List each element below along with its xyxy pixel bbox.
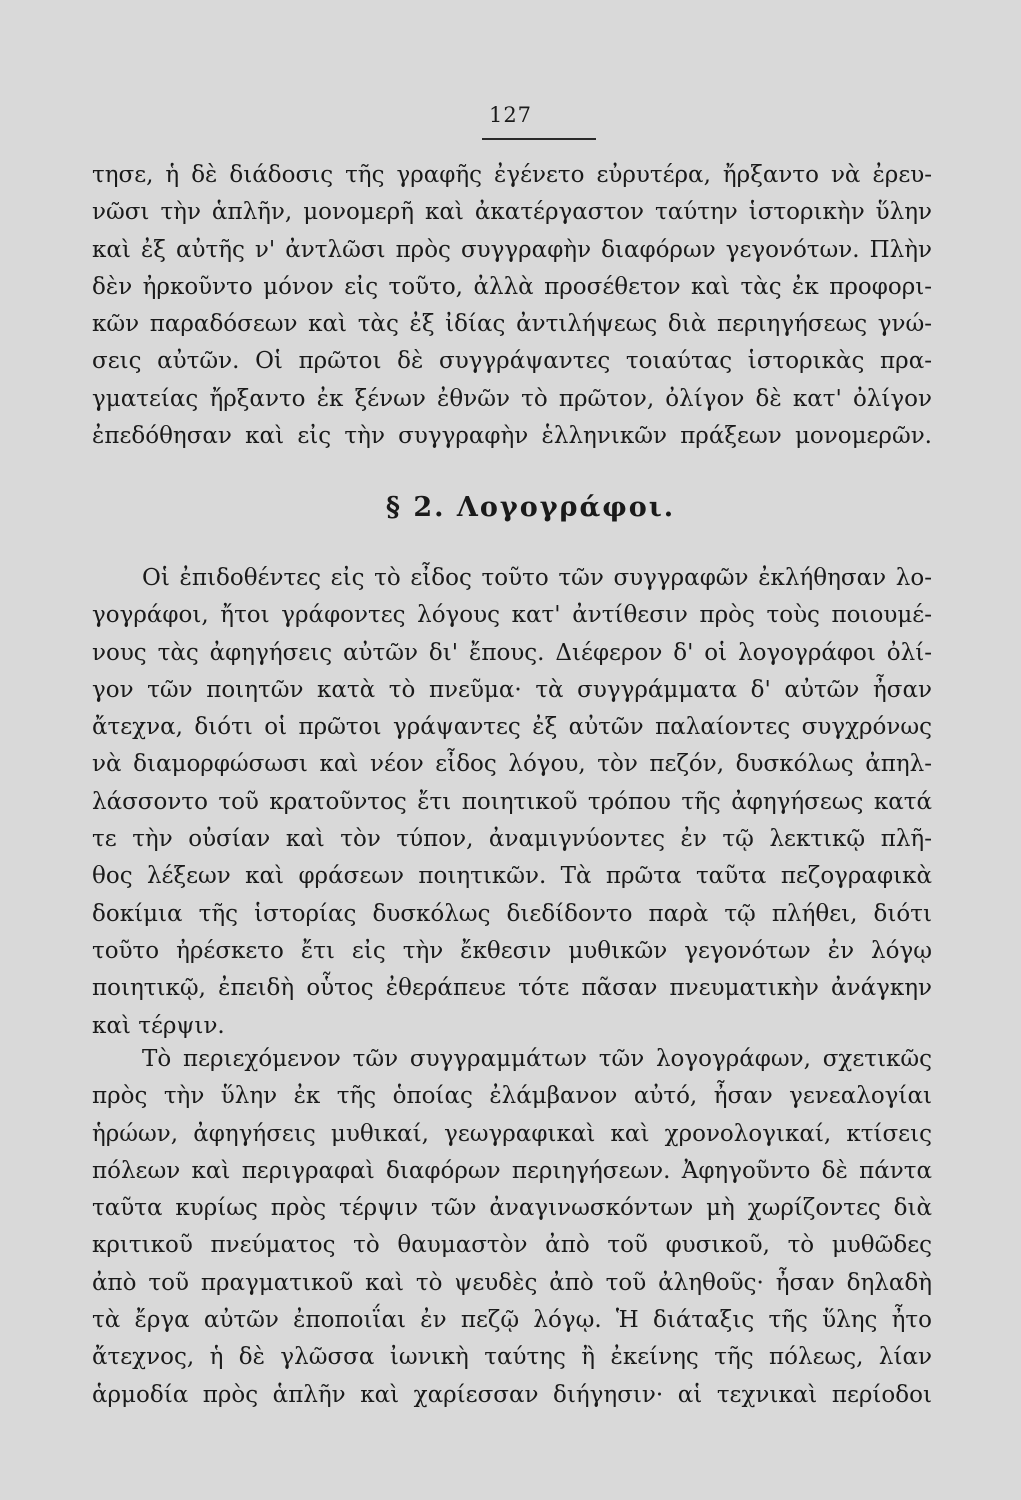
text-line: τε τὴν οὐσίαν καὶ τὸν τύπον, ἀναμιγνύοντες ἐν τῷ λεκτικῷ πλῆ- — [92, 826, 932, 853]
text-line: λάσσοντο τοῦ κρατοῦντος ἔτι ποιητικοῦ τρόπου τῆς ἀφηγήσεως κατά — [92, 788, 932, 815]
text-line: νῶσι τὴν ἁπλῆν, μονομερῆ καὶ ἀκατέργαστον ταύτην ἱστορικὴν ὕλην — [92, 199, 932, 226]
text-line: ταῦτα κυρίως πρὸς τέρψιν τῶν ἀναγινωσκόντων μὴ χωρίζοντες διὰ — [92, 1195, 932, 1222]
text-line: σεις αὐτῶν. Οἱ πρῶτοι δὲ συγγράψαντες τοιαύτας ἱστορικὰς πρα- — [92, 348, 932, 375]
text-line: κριτικοῦ πνεύματος τὸ θαυμαστὸν ἀπὸ τοῦ φυσικοῦ, τὸ μυθῶδες — [92, 1232, 932, 1259]
text-line: δοκίμια τῆς ἱστορίας δυσκόλως διεδίδοντο παρὰ τῷ πλήθει, διότι — [92, 900, 932, 927]
text-line: καὶ ἐξ αὐτῆς ν' ἀντλῶσι πρὸς συγγραφὴν διαφόρων γεγονότων. Πλὴν — [92, 236, 932, 263]
text-line: γον τῶν ποιητῶν κατὰ τὸ πνεῦμα· τὰ συγγράμματα δ' αὐτῶν ἦσαν — [92, 676, 932, 703]
page-number: 127 — [488, 103, 533, 127]
text-line: θος λέξεων καὶ φράσεων ποιητικῶν. Τὰ πρῶτα ταῦτα πεζογραφικὰ — [92, 863, 932, 890]
text-line: ἐπεδόθησαν καὶ εἰς τὴν συγγραφὴν ἑλληνικῶν πράξεων μονομερῶν. — [92, 423, 932, 450]
paragraph-3 — [92, 1041, 932, 1414]
text-line: ἡρώων, ἀφηγήσεις μυθικαί, γεωγραφικαὶ καὶ χρονολογικαί, κτίσεις — [92, 1120, 932, 1147]
text-line: ἀπὸ τοῦ πραγματικοῦ καὶ τὸ ψευδὲς ἀπὸ τοῦ ἀληθοῦς· ἦσαν δηλαδὴ — [92, 1269, 932, 1296]
text-line: Οἱ ἐπιδοθέντες εἰς τὸ εἶδος τοῦτο τῶν συγγραφῶν ἐκλήθησαν λο- — [142, 565, 932, 591]
text-line: Τὸ περιεχόμενον τῶν συγγραμμάτων τῶν λογογράφων, σχετικῶς — [142, 1046, 932, 1072]
text-line: κῶν παραδόσεων καὶ τὰς ἐξ ἰδίας ἀντιλήψεως διὰ περιηγήσεως γνώ- — [92, 311, 932, 338]
text-line: ἄτεχνος, ἡ δὲ γλῶσσα ἰωνικὴ ταύτης ἢ ἐκείνης τῆς πόλεως, λίαν — [92, 1344, 932, 1371]
text-line: τὰ ἔργα αὐτῶν ἐποποιΐαι ἐν πεζῷ λόγῳ. Ἡ διάταξις τῆς ὕλης ἦτο — [92, 1307, 932, 1334]
paragraph-2 — [92, 560, 932, 1045]
text-line: ἁρμοδία πρὸς ἁπλῆν καὶ χαρίεσσαν διήγησιν· αἱ τεχνικαὶ περίοδοι — [92, 1381, 932, 1408]
text-line: νὰ διαμορφώσωσι καὶ νέον εἶδος λόγου, τὸν πεζόν, δυσκόλως ἀπηλ- — [92, 751, 932, 778]
text-line: καὶ τέρψιν. — [92, 1012, 225, 1039]
paragraph-1 — [92, 157, 932, 455]
text-line: νους τὰς ἀφηγήσεις αὐτῶν δι' ἔπους. Διέφερον δ' οἱ λογογράφοι ὀλί- — [92, 639, 932, 666]
text-line: ἄτεχνα, διότι οἱ πρῶτοι γράψαντες ἐξ αὐτῶν παλαίοντες συγχρόνως — [92, 714, 932, 741]
section-heading: § 2. Λογογράφοι. — [385, 492, 676, 523]
text-line: τησε, ἡ δὲ διάδοσις τῆς γραφῆς ἐγένετο εὐρυτέρα, ἤρξαντο νὰ ἐρευ- — [92, 162, 932, 188]
text-line: ποιητικῷ, ἐπειδὴ οὗτος ἐθεράπευε τότε πᾶσαν πνευματικὴν ἀνάγκην — [92, 975, 932, 1002]
text-line: δὲν ἠρκοῦντο μόνον εἰς τοῦτο, ἀλλὰ προσέθετον καὶ τὰς ἐκ προφορι- — [92, 273, 932, 300]
text-line: γματείας ἤρξαντο ἐκ ξένων ἐθνῶν τὸ πρῶτον, ὀλίγον δὲ κατ' ὀλίγον — [92, 385, 932, 412]
text-line: πρὸς τὴν ὕλην ἐκ τῆς ὁποίας ἐλάμβανον αὐτό, ἦσαν γενεαλογίαι — [92, 1083, 932, 1110]
text-line: πόλεων καὶ περιγραφαὶ διαφόρων περιηγήσεων. Ἀφηγοῦντο δὲ πάντα — [92, 1157, 932, 1184]
text-line: γογράφοι, ἤτοι γράφοντες λόγους κατ' ἀντίθεσιν πρὸς τοὺς ποιουμέ- — [92, 602, 932, 629]
page-number-rule — [482, 138, 596, 140]
text-line: τοῦτο ἠρέσκετο ἔτι εἰς τὴν ἔκθεσιν μυθικῶν γεγονότων ἐν λόγῳ — [92, 937, 932, 964]
